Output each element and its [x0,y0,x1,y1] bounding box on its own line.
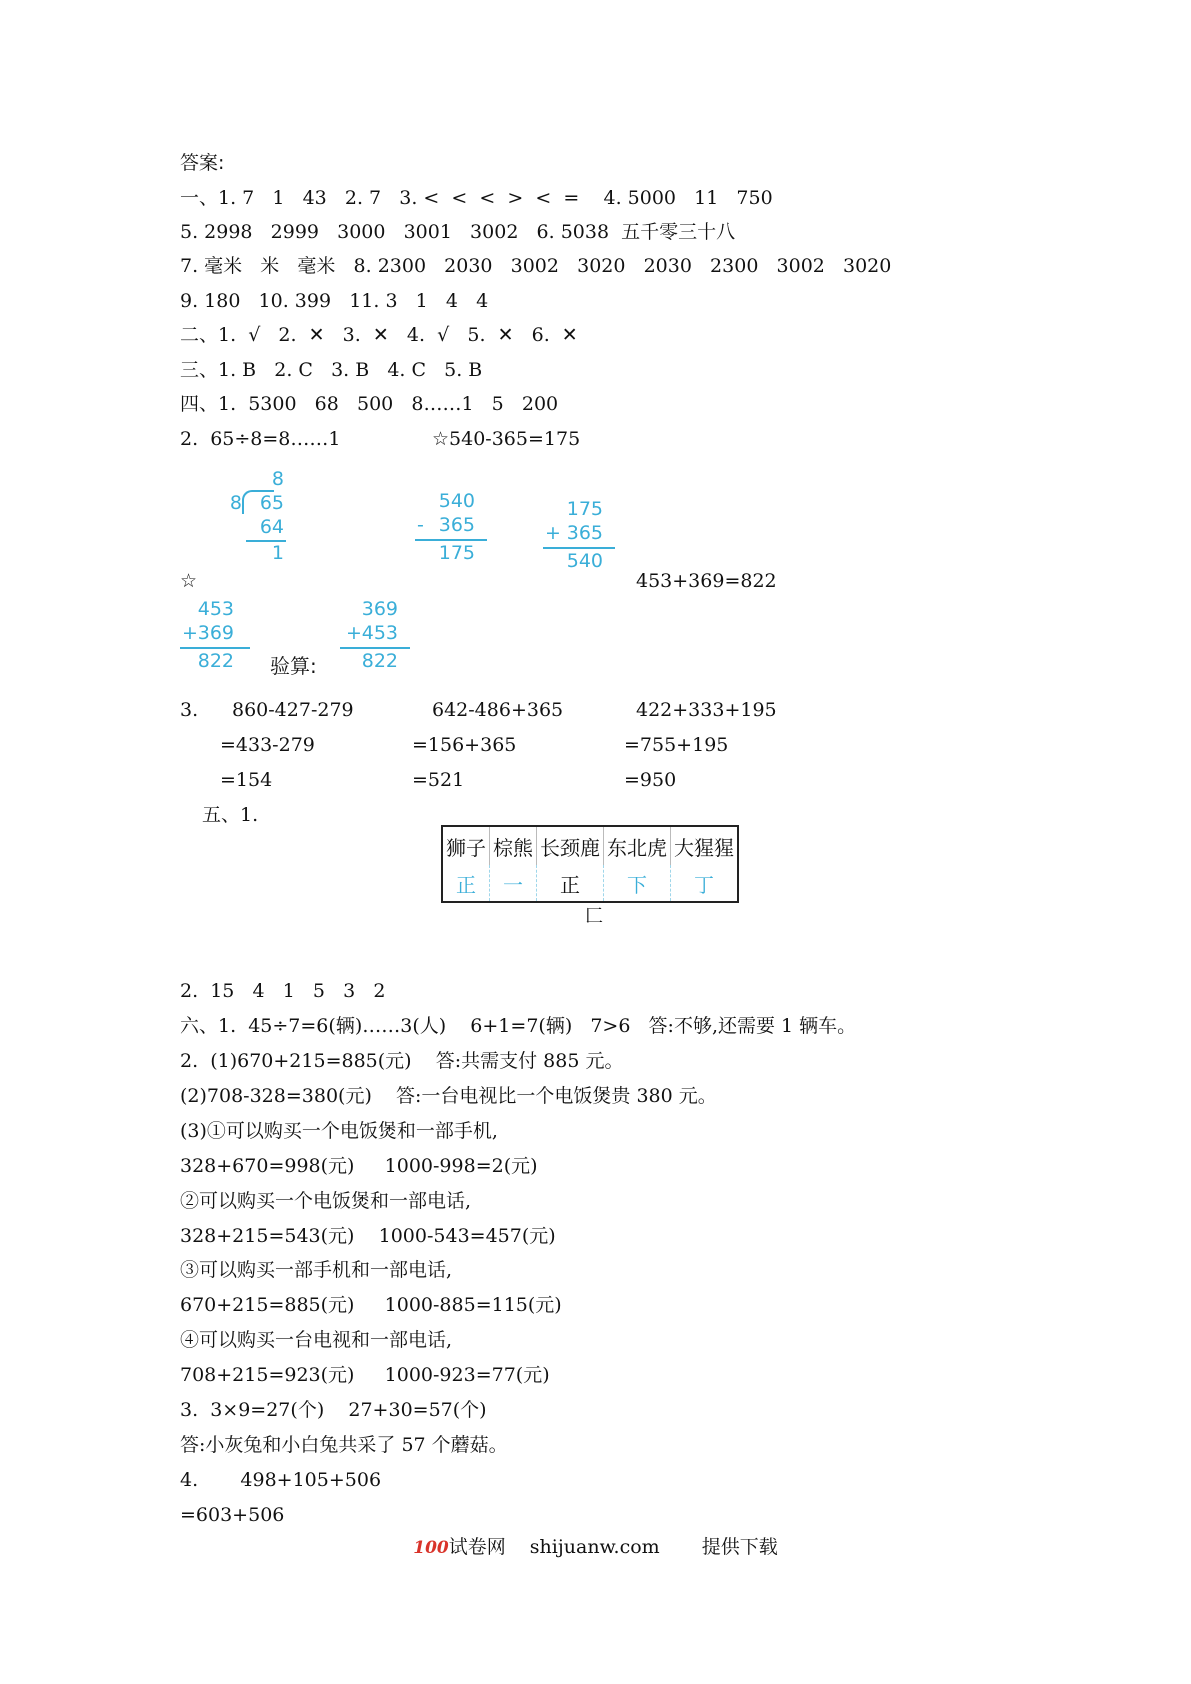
tally-header: 长颈鹿 [537,826,604,865]
calc3-line2: =755+195 [624,734,729,756]
sec6-line13: 答:小灰兔和小白兔共采了 57 个蘑菇。 [180,1434,508,1456]
sub-op: - [417,514,424,536]
calc1-line3: =154 [220,769,273,791]
sec4-line2b: ☆540-365=175 [432,428,581,450]
footer [0,1532,1191,1559]
sec6-line2: 2. (1)670+215=885(元) 答:共需支付 885 元。 [180,1050,624,1072]
chk-bottom: 365 [566,522,603,544]
add-bottom: 369 [197,622,234,644]
tally-table [441,825,739,903]
div-dividend: 65 [259,492,284,514]
sec6-line8: ③可以购买一部手机和一部电话, [180,1259,453,1281]
calc2-line2: =156+365 [412,734,517,756]
site-name: 试卷网 [448,1536,506,1558]
chk-op: + [545,522,561,544]
sec1-line3: 7. 毫米 米 毫米 8. 2300 2030 3002 3020 2030 2300 3002 3020 [180,255,892,277]
chk-result: 540 [566,550,603,572]
add2-result: 822 [361,650,398,672]
sec6-line15: =603+506 [180,1504,285,1526]
sec5-line2: 2. 15 4 1 5 3 2 [180,980,386,1002]
sec1-line2: 5. 2998 2999 3000 3001 3002 6. 5038 五千零三十八 [180,221,736,243]
add-rule [180,647,250,649]
tally-header-row [442,826,738,865]
sec6-line7: 328+215=543(元) 1000-543=457(元) [180,1225,556,1247]
tally-below-mark: 匚 [585,906,603,927]
sec3-line: 三、1. B 2. C 3. B 4. C 5. B [180,359,483,381]
div-remainder: 1 [271,542,284,564]
calc3-line1: 422+333+195 [636,699,777,721]
sub-bottom: 365 [438,514,475,536]
tally-header: 棕熊 [490,826,537,865]
site-logo: 100 [413,1538,449,1558]
tally-mark: 一 [490,865,537,902]
sec2-line: 二、1. √ 2. ✕ 3. ✕ 4. √ 5. ✕ 6. ✕ [180,324,578,346]
sec6-line11: 708+215=923(元) 1000-923=77(元) [180,1364,550,1386]
chk-rule [543,547,615,549]
calc1-line2: =433-279 [220,734,315,756]
sec4-line1: 四、1. 5300 68 500 8……1 5 200 [180,393,559,415]
add2-top: 369 [361,598,398,620]
calc2-line3: =521 [412,769,465,791]
add-top: 453 [197,598,234,620]
div-product: 64 [259,516,284,538]
tally-mark: 丁 [694,872,714,897]
footer-note: 提供下载 [701,1536,778,1558]
add-result: 822 [197,650,234,672]
tally-mark: 正 [537,865,604,902]
tally-mark: 正 [442,865,490,902]
vertical-verify-addition [340,598,420,673]
div-quotient: 8 [271,468,284,490]
sec6-line9: 670+215=885(元) 1000-885=115(元) [180,1294,562,1316]
sec6-line6: ②可以购买一个电饭煲和一部电话, [180,1190,472,1212]
sub-top: 540 [438,490,475,512]
sec5-title: 五、1. [202,804,259,826]
long-division [228,468,288,564]
add2-rule [340,647,410,649]
star-mark: ☆ [180,570,198,592]
sec6-line12: 3. 3×9=27(个) 27+30=57(个) [180,1399,487,1421]
tally-header: 大猩猩 [674,835,734,860]
vertical-addition [180,598,260,673]
sub-rule [415,539,487,541]
sec6-line5: 328+670=998(元) 1000-998=2(元) [180,1155,538,1177]
tally-header: 狮子 [442,826,490,865]
sec1-line4: 9. 180 10. 399 11. 3 1 4 4 [180,290,489,312]
sec1-line1: 一、1. 7 1 43 2. 7 3. < < < > < = 4. 5000 11 750 [180,187,773,209]
answer-header: 答案: [180,152,225,174]
div-divisor: 8 [229,492,242,514]
tally-mark-row [442,865,738,902]
add-op: + [182,622,198,644]
sec4-eq2: 453+369=822 [636,570,777,592]
tally-header: 东北虎 [604,826,671,865]
add2-op: + [346,622,362,644]
calc-label: 3. [180,699,199,721]
tally-mark: 下 [604,865,671,902]
site-domain: shijuanw.com [529,1536,660,1558]
sec6-line4: (3)①可以购买一个电饭煲和一部手机, [180,1120,498,1142]
vertical-subtraction [415,490,490,565]
calc3-line3: =950 [624,769,677,791]
calc1-line1: 860-427-279 [232,699,354,721]
chk-top: 175 [566,498,603,520]
calc2-line1: 642-486+365 [432,699,564,721]
sec6-line10: ④可以购买一台电视和一部电话, [180,1329,453,1351]
sec6-line14: 4. 498+105+506 [180,1469,382,1491]
add2-bottom: 453 [361,622,398,644]
sub-result: 175 [438,542,475,564]
sec4-line2a: 2. 65÷8=8……1 [180,428,341,450]
sec6-line1: 六、1. 45÷7=6(辆)……3(人) 6+1=7(辆) 7>6 答:不够,还需要 1 辆车。 [180,1015,857,1037]
verify-label: 验算: [270,654,317,678]
sec6-line3: (2)708-328=380(元) 答:一台电视比一个电饭煲贵 380 元。 [180,1085,717,1107]
vertical-check-addition [543,498,623,573]
